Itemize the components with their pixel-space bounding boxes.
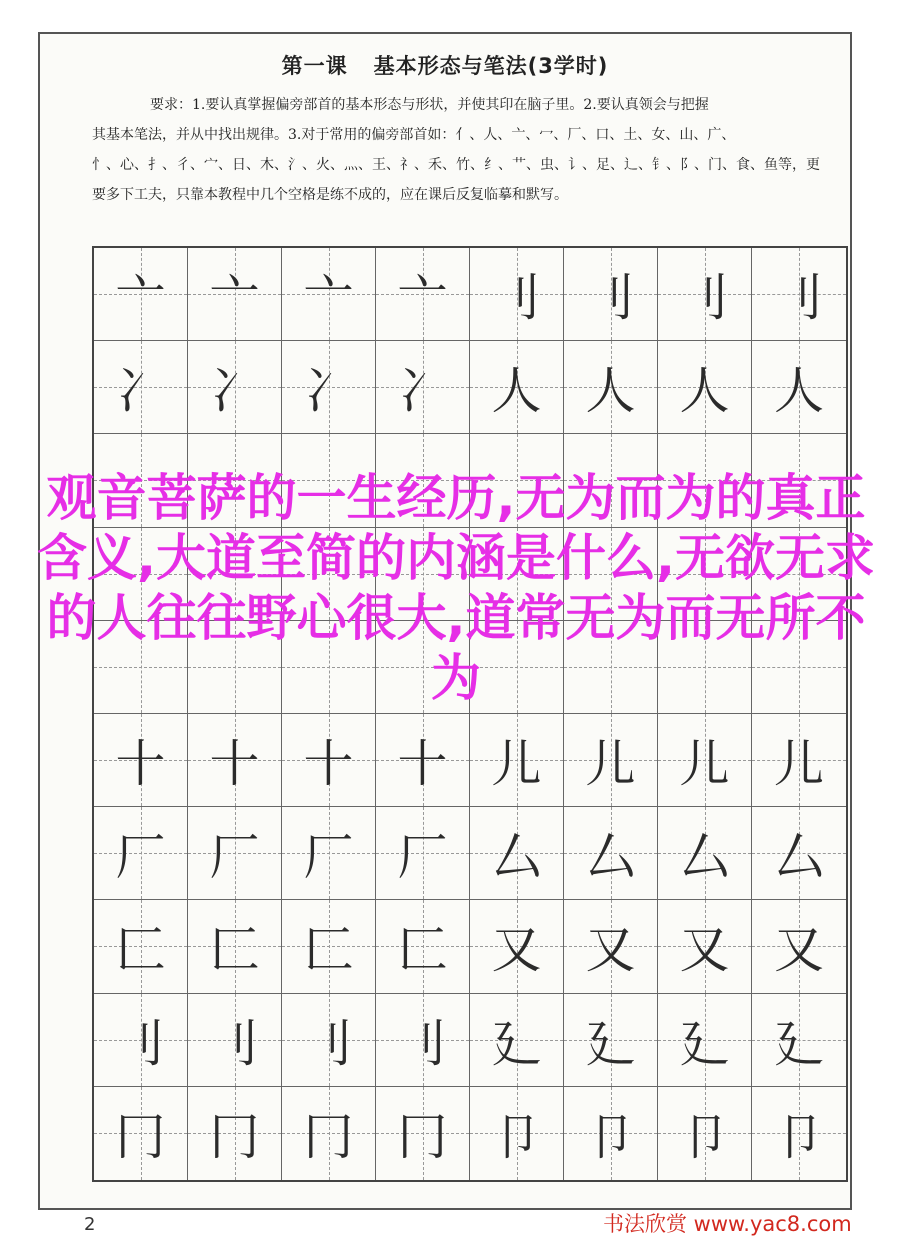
grid-cell (658, 900, 752, 993)
lesson-number: 第一课 (281, 54, 348, 78)
grid-character: 廴 (679, 1014, 730, 1073)
grid-character: 廴 (774, 1014, 824, 1073)
grid-cell (188, 1087, 282, 1180)
grid-cell (282, 994, 376, 1087)
grid-cell (282, 248, 376, 341)
grid-cell (752, 248, 846, 341)
grid-cell (282, 900, 376, 993)
grid-cell (564, 1087, 658, 1180)
grid-character: 厂 (303, 828, 354, 887)
grid-character: 卩 (774, 1108, 824, 1167)
grid-character: 厂 (115, 828, 166, 887)
grid-cell (188, 994, 282, 1087)
grid-cell (94, 714, 188, 807)
grid-cell (752, 1087, 846, 1180)
grid-cell (470, 994, 564, 1087)
grid-cell (188, 714, 282, 807)
grid-cell (94, 807, 188, 900)
grid-cell (564, 714, 658, 807)
grid-cell (658, 248, 752, 341)
grid-cell (282, 1087, 376, 1180)
grid-character: 人 (774, 362, 824, 421)
grid-character: 刂 (397, 1014, 448, 1073)
lesson-topic: 基本形态与笔法(3学时) (373, 54, 609, 78)
grid-character: 十 (209, 735, 260, 794)
grid-cell (282, 807, 376, 900)
grid-character: 卩 (491, 1108, 542, 1167)
grid-character: 亠 (397, 269, 448, 328)
grid-character: 人 (585, 362, 636, 421)
grid-character: 厂 (209, 828, 260, 887)
grid-character: 刂 (209, 1014, 260, 1073)
grid-cell (376, 341, 470, 434)
grid-character: 厶 (679, 828, 730, 887)
grid-cell (470, 341, 564, 434)
grid-cell (470, 900, 564, 993)
grid-cell (752, 994, 846, 1087)
grid-cell (376, 807, 470, 900)
grid-character: 刂 (774, 269, 824, 328)
grid-cell (658, 1087, 752, 1180)
grid-character: 又 (585, 921, 636, 980)
grid-cell (470, 248, 564, 341)
requirements-text (92, 90, 830, 210)
grid-character: 匚 (115, 921, 166, 980)
grid-cell (470, 714, 564, 807)
grid-character: 廴 (491, 1014, 542, 1073)
grid-cell (658, 994, 752, 1087)
grid-character: 儿 (679, 735, 730, 794)
grid-character: 刂 (303, 1014, 354, 1073)
grid-character: 亠 (209, 269, 260, 328)
grid-cell (752, 714, 846, 807)
practice-grid (92, 246, 848, 1182)
grid-character: 冂 (209, 1108, 260, 1167)
grid-cell (376, 714, 470, 807)
grid-character: 又 (491, 921, 542, 980)
grid-cell (470, 807, 564, 900)
grid-character: 廴 (585, 1014, 636, 1073)
grid-cell (658, 341, 752, 434)
lesson-title (40, 50, 850, 80)
grid-character: 刂 (115, 1014, 166, 1073)
grid-cell (564, 994, 658, 1087)
grid-character: 亠 (303, 269, 354, 328)
overlay-title: 观音菩萨的一生经历,无为而为的真正含义,大道至简的内涵是什么,无欲无求的人往往野心很大,道常无为而无所不为 (37, 469, 875, 707)
grid-cell (94, 900, 188, 993)
grid-cell (94, 1087, 188, 1180)
grid-character: 人 (679, 362, 730, 421)
grid-character: 厶 (774, 828, 824, 887)
grid-cell (564, 900, 658, 993)
grid-cell (564, 248, 658, 341)
site-watermark: 书法欣赏 www.yac8.com (603, 1212, 852, 1236)
grid-character: 刂 (585, 269, 636, 328)
grid-character: 厂 (397, 828, 448, 887)
grid-character: 十 (397, 735, 448, 794)
grid-cell (94, 994, 188, 1087)
requirements-line: 要多下工夫，只靠本教程中几个空格是练不成的，应在课后反复临摹和默写。 (92, 187, 568, 203)
grid-character: 匚 (303, 921, 354, 980)
grid-character: 厶 (491, 828, 542, 887)
grid-character: 冫 (303, 362, 354, 421)
grid-character: 匚 (397, 921, 448, 980)
grid-cell (282, 714, 376, 807)
grid-cell (188, 341, 282, 434)
grid-character: 又 (679, 921, 730, 980)
grid-character: 冫 (209, 362, 260, 421)
grid-cell (752, 900, 846, 993)
grid-character: 冂 (303, 1108, 354, 1167)
grid-character: 刂 (491, 269, 542, 328)
grid-cell (94, 248, 188, 341)
requirements-line: 忄、心、扌、彳、宀、日、木、氵、火、灬、王、礻、禾、竹、纟、艹、虫、讠、足、辶、钅、阝、门、食、鱼等，更 (92, 157, 820, 173)
grid-character: 冂 (397, 1108, 448, 1167)
grid-character: 又 (774, 921, 824, 980)
grid-character: 厶 (585, 828, 636, 887)
grid-character: 刂 (679, 269, 730, 328)
grid-character: 卩 (679, 1108, 730, 1167)
grid-cell (658, 807, 752, 900)
grid-cell (564, 807, 658, 900)
grid-cell (752, 807, 846, 900)
grid-character: 匚 (209, 921, 260, 980)
grid-cell (470, 1087, 564, 1180)
grid-cell (188, 900, 282, 993)
grid-cell (658, 714, 752, 807)
page-number: 2 (84, 1214, 96, 1235)
grid-cell (188, 248, 282, 341)
grid-cell (752, 341, 846, 434)
grid-cell (376, 248, 470, 341)
grid-character: 十 (115, 735, 166, 794)
grid-cell (376, 994, 470, 1087)
grid-cell (94, 341, 188, 434)
grid-cell (188, 807, 282, 900)
grid-character: 卩 (585, 1108, 636, 1167)
requirements-line: 其基本笔法，并从中找出规律。3.对于常用的偏旁部首如：亻、人、亠、冖、厂、口、土、女、山、广、 (92, 127, 736, 143)
grid-cell (376, 1087, 470, 1180)
grid-character: 亠 (115, 269, 166, 328)
grid-cell (564, 341, 658, 434)
grid-character: 冫 (115, 362, 166, 421)
grid-cell (376, 900, 470, 993)
grid-cell (282, 341, 376, 434)
grid-character: 冂 (115, 1108, 166, 1167)
grid-character: 十 (303, 735, 354, 794)
grid-character: 冫 (397, 362, 448, 421)
grid-character: 人 (491, 362, 542, 421)
grid-character: 儿 (491, 735, 542, 794)
grid-character: 儿 (585, 735, 636, 794)
grid-character: 儿 (774, 735, 824, 794)
requirements-line: 要求：1.要认真掌握偏旁部首的基本形态与形状，并使其印在脑子里。2.要认真领会与把握 (150, 97, 709, 113)
